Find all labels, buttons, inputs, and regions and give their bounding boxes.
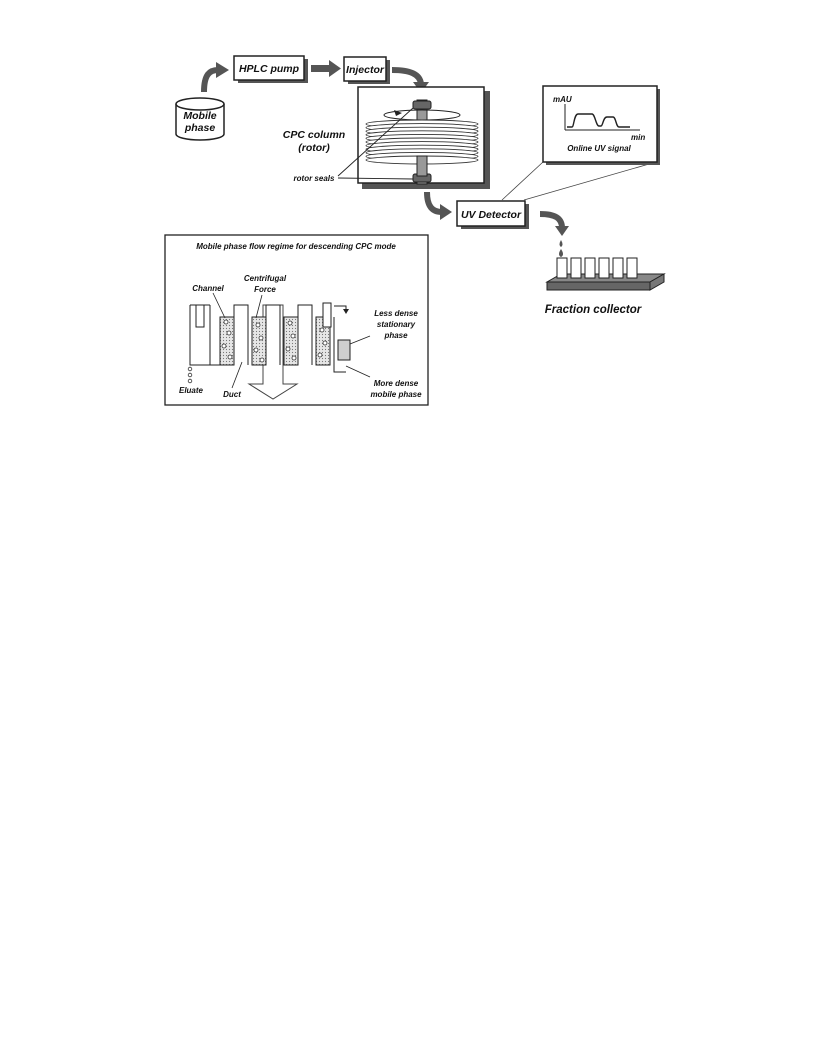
projection-line-bottom (524, 162, 656, 200)
arrow-detector-to-collector (540, 214, 569, 236)
inset-title: Mobile phase flow regime for descending CPC mode (196, 242, 396, 251)
channel-label: Channel (192, 284, 224, 293)
uv-signal-panel (543, 86, 660, 165)
arrow-column-to-detector (427, 192, 452, 220)
eluate-label: Eluate (178, 386, 204, 395)
uv-detector-label: UV Detector (460, 209, 522, 221)
cpc-column (338, 87, 490, 189)
duct-label: Duct (223, 390, 241, 399)
stationary-phase-block (338, 340, 350, 360)
injector (344, 57, 390, 84)
rotor-seals-label: rotor seals (293, 174, 335, 183)
less-dense-label-3: phase (384, 331, 408, 340)
uv-signal-y-label: mAU (553, 95, 572, 104)
less-dense-label-2: stationary (376, 320, 416, 329)
flow-regime-inset (165, 235, 428, 405)
uv-detector (457, 201, 529, 229)
more-dense-label-2: mobile phase (370, 390, 422, 399)
uv-signal-x-label: min (631, 133, 646, 142)
less-dense-label-1: Less dense (374, 309, 418, 318)
eluate-bubbles (188, 367, 192, 383)
arrow-reservoir-to-pump (204, 62, 229, 92)
centrifugal-force-label-2: Force (254, 285, 276, 294)
eluate-drops (559, 240, 563, 257)
fraction-collector-label: Fraction collector (544, 304, 642, 316)
hplc-pump-label: HPLC pump (238, 63, 300, 75)
cpc-column-label-2: (rotor) (298, 142, 330, 154)
centrifugal-force-label-1: Centrifugal (243, 274, 287, 283)
uv-signal-caption: Online UV signal (567, 144, 631, 153)
mobile-phase-reservoir (176, 98, 224, 140)
mobile-phase-label-2: phase (184, 122, 216, 134)
injector-label: Injector (346, 64, 384, 76)
hplc-pump (234, 56, 308, 83)
cpc-column-label-1: CPC column (282, 129, 346, 141)
arrow-pump-to-injector (311, 60, 341, 77)
projection-line-top (502, 162, 543, 200)
more-dense-label-1: More dense (373, 379, 419, 388)
mobile-phase-label-1: Mobile (183, 110, 217, 122)
fraction-collector (545, 258, 664, 316)
